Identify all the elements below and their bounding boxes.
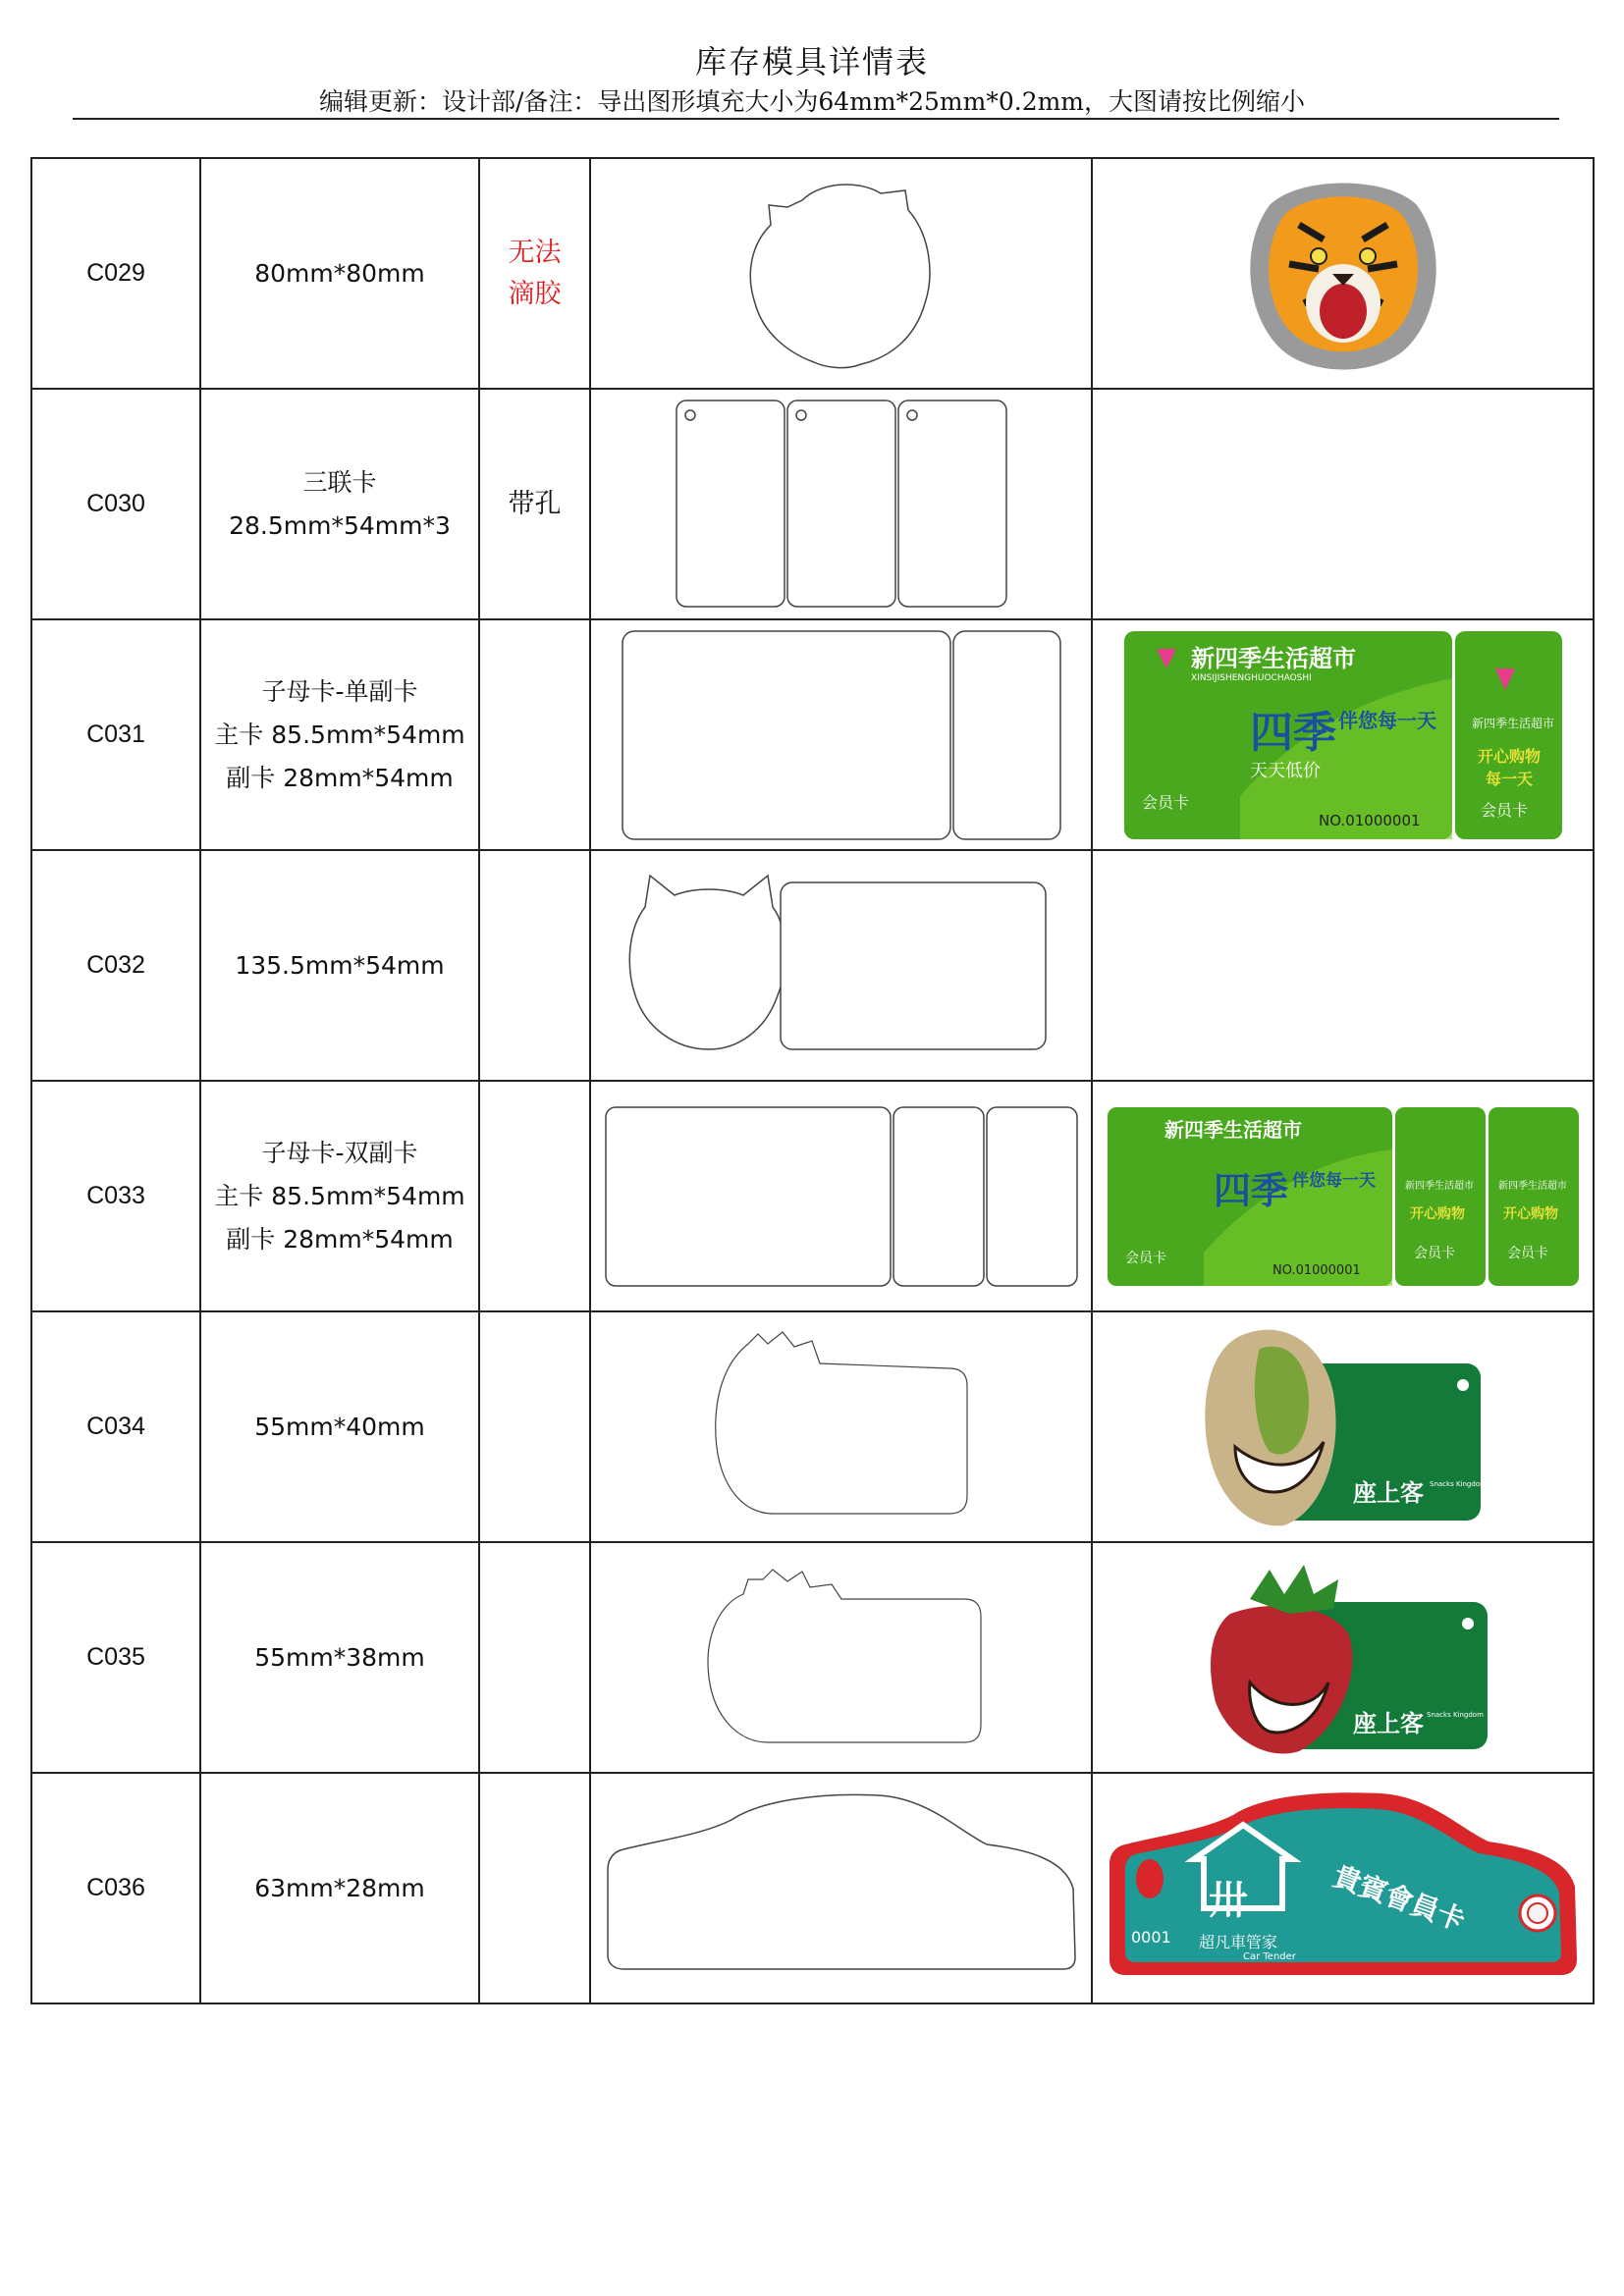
header-divider: [73, 118, 1559, 120]
cat-head-card-outline: [621, 868, 1062, 1064]
sample-photo: [1092, 1773, 1594, 2003]
mold-code: C030: [31, 389, 200, 619]
strawberry-card-outline: [694, 1560, 989, 1756]
mold-size: [200, 1081, 479, 1311]
slogan-big: 四季: [1249, 707, 1336, 758]
sub-line2: 每一天: [1485, 769, 1533, 788]
size-line: 子母卡-双副卡: [261, 1138, 418, 1167]
mold-code: C031: [31, 619, 200, 850]
die-outline: [590, 1542, 1092, 1773]
card-single-sub-outline: [621, 629, 1062, 841]
mold-table: [30, 157, 1595, 2004]
mold-note: [479, 1542, 590, 1773]
store-name: 新四季生活超市: [1190, 644, 1356, 672]
store-pinyin: XINSIJISHENGHUOCHAOSHI: [1190, 672, 1312, 683]
slogan-1: 伴您每一天: [1337, 708, 1436, 732]
sub-store-name-2: 新四季生活超市: [1497, 1180, 1567, 1192]
size-line: 副卡 28mm*54mm: [226, 763, 454, 792]
mold-note: [479, 1081, 590, 1311]
sample-photo: [1092, 619, 1594, 850]
pistachio-card-outline: [704, 1329, 979, 1525]
snack-en: Snacks Kingdom: [1426, 1710, 1484, 1719]
snack-brand: 座上客: [1352, 1478, 1424, 1507]
tiger-head-outline: [733, 176, 949, 372]
note-line: 无法: [508, 237, 562, 268]
car-title: 貴賓會員卡: [1328, 1859, 1469, 1937]
size-line: 135.5mm*54mm: [235, 950, 445, 980]
mold-code: C034: [31, 1311, 200, 1542]
table-row: [31, 158, 1594, 389]
mold-code: C036: [31, 1773, 200, 2003]
tiger-sticker-image: [1230, 166, 1456, 382]
sub-line1: 开心购物: [1477, 746, 1541, 766]
member-label: 会员卡: [1141, 792, 1189, 812]
mold-note: [479, 1311, 590, 1542]
mold-size: [200, 158, 479, 389]
table-row: [31, 1081, 1594, 1311]
mold-size: [200, 1773, 479, 2003]
mold-size: [200, 389, 479, 619]
car-logo-mark: 卅: [1208, 1877, 1248, 1923]
triple-card-outline: [675, 399, 1008, 611]
sample-photo: [1092, 1542, 1594, 1773]
die-outline: [590, 158, 1092, 389]
sub-line1-1: 开心购物: [1409, 1205, 1465, 1222]
die-outline: [590, 1081, 1092, 1311]
sample-photo: [1092, 1311, 1594, 1542]
table-row: [31, 1542, 1594, 1773]
card-double-sub-outline: [604, 1105, 1079, 1288]
car-en: Car Tender: [1242, 1950, 1296, 1962]
mold-size: [200, 1542, 479, 1773]
supermarket-card-image: [1122, 629, 1564, 841]
page-subtitle: 编辑更新：设计部/备注：导出图形填充大小为64mm*25mm*0.2mm，大图请按比例缩小: [318, 87, 1306, 116]
size-line: 主卡 85.5mm*54mm: [214, 1181, 465, 1210]
car-brand: 超凡車管家: [1198, 1932, 1277, 1951]
sample-photo: [1092, 1081, 1594, 1311]
die-outline: [590, 389, 1092, 619]
note-line: 带孔: [508, 488, 562, 519]
size-line: 55mm*40mm: [254, 1412, 425, 1441]
slogan-1: 伴您每一天: [1291, 1170, 1376, 1191]
sub-line1-2: 开心购物: [1502, 1205, 1558, 1222]
size-line: 63mm*28mm: [254, 1873, 425, 1902]
die-outline: [590, 1773, 1092, 2003]
table-row: [31, 850, 1594, 1081]
note-line: 滴胶: [508, 278, 562, 309]
car-number: 0001: [1130, 1927, 1171, 1947]
mold-note: [479, 850, 590, 1081]
die-outline: [590, 850, 1092, 1081]
mold-code: C033: [31, 1081, 200, 1311]
member-label: 会员卡: [1124, 1250, 1166, 1266]
size-line: 28.5mm*54mm*3: [229, 510, 451, 540]
table-row: [31, 1773, 1594, 2003]
sample-photo: [1092, 850, 1594, 1081]
mold-code: C029: [31, 158, 200, 389]
sample-photo: [1092, 389, 1594, 619]
mold-code: C035: [31, 1542, 200, 1773]
mold-code: C032: [31, 850, 200, 1081]
snack-brand: 座上客: [1352, 1709, 1424, 1737]
sub-store-name: 新四季生活超市: [1471, 716, 1554, 730]
car-card-outline: [604, 1790, 1079, 1987]
strawberry-tag-image: [1191, 1555, 1495, 1761]
mold-size: [200, 850, 479, 1081]
pistachio-tag-image: [1196, 1324, 1490, 1530]
sub-member-2: 会员卡: [1506, 1245, 1548, 1261]
slogan-2: 天天低价: [1249, 760, 1321, 781]
size-line: 子母卡-单副卡: [261, 676, 418, 706]
store-name: 新四季生活超市: [1164, 1117, 1302, 1142]
die-outline: [590, 1311, 1092, 1542]
table-row: [31, 619, 1594, 850]
sub-member-1: 会员卡: [1413, 1245, 1455, 1261]
mold-size: [200, 1311, 479, 1542]
die-outline: [590, 619, 1092, 850]
size-line: 三联卡: [302, 467, 377, 497]
size-line: 主卡 85.5mm*54mm: [214, 720, 465, 749]
mold-note: [479, 619, 590, 850]
mold-note: [479, 389, 590, 619]
table-row: [31, 1311, 1594, 1542]
mold-note: [479, 1773, 590, 2003]
mold-note: [479, 158, 590, 389]
sub-store-name-1: 新四季生活超市: [1404, 1180, 1474, 1192]
slogan-big: 四季: [1213, 1168, 1288, 1212]
supermarket-card-double-image: [1106, 1105, 1581, 1288]
sample-photo: [1092, 158, 1594, 389]
page-title: 库存模具详情表: [694, 43, 929, 80]
size-line: 80mm*80mm: [254, 258, 425, 288]
snack-en: Snacks Kingdom: [1429, 1479, 1487, 1488]
card-number: NO.01000001: [1318, 811, 1421, 829]
size-line: 55mm*38mm: [254, 1642, 425, 1672]
table-row: [31, 389, 1594, 619]
size-line: 副卡 28mm*54mm: [226, 1224, 454, 1254]
sub-member-label: 会员卡: [1480, 800, 1528, 820]
car-member-card-image: [1106, 1790, 1581, 1987]
card-number: NO.01000001: [1272, 1262, 1361, 1278]
mold-size: [200, 619, 479, 850]
